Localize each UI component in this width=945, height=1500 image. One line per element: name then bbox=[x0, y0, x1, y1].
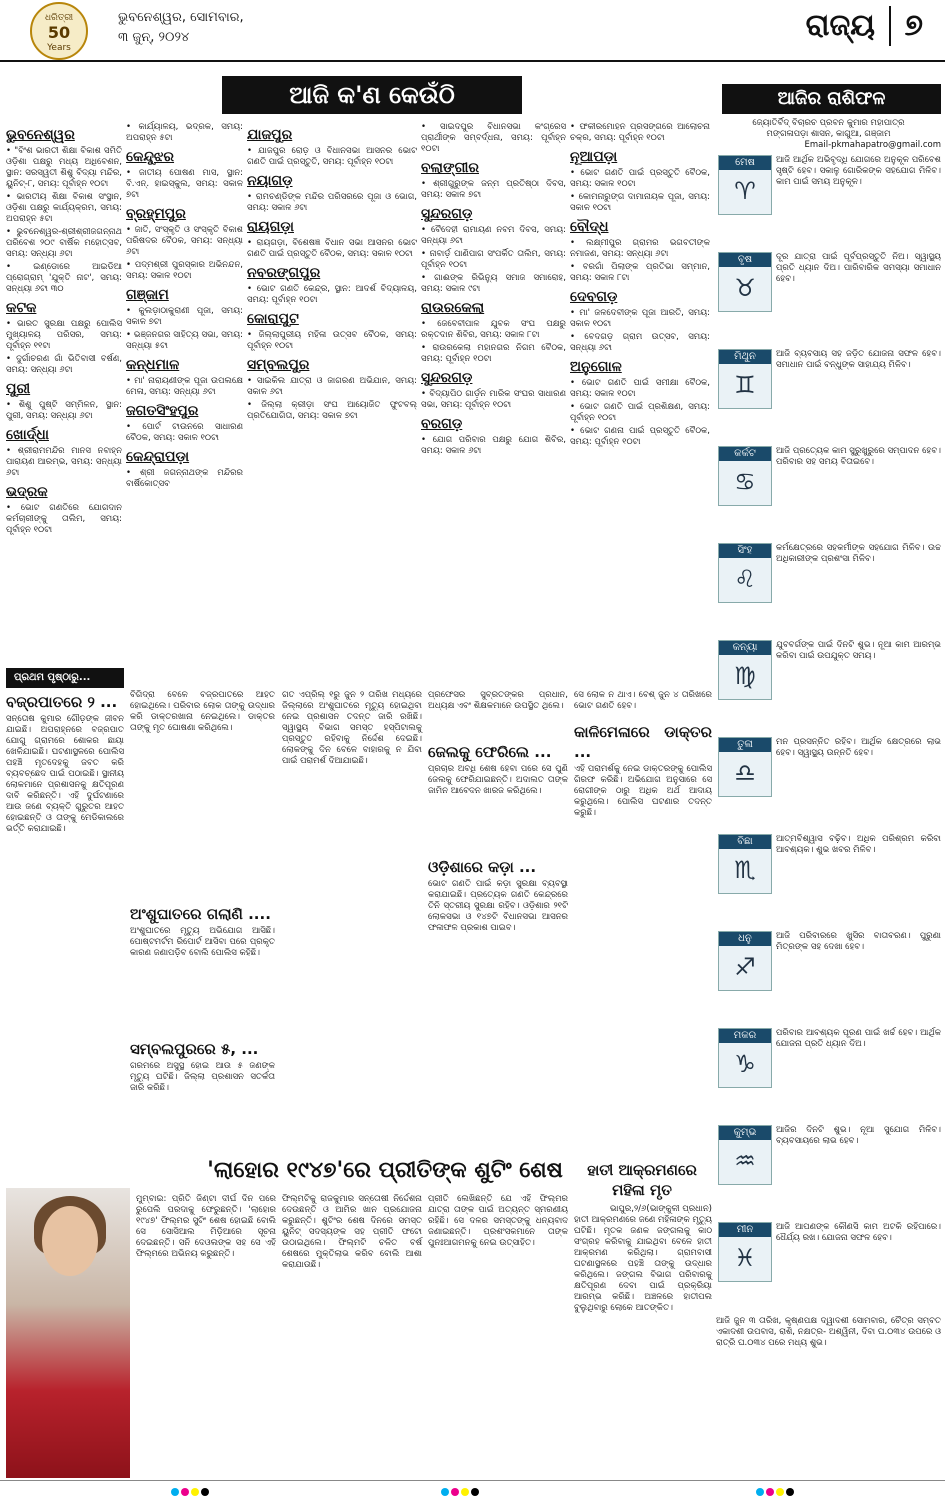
elephant-headline-1: ହାତୀ ଆକ୍ରମଣରେ bbox=[587, 1161, 697, 1179]
district-heading: କଟକ bbox=[6, 300, 37, 316]
event-item: • ଶ୍ରୀଗୁରୁଙ୍କ ଜନ୍ମ ପ୍ରତିଷ୍ଠା ଦିବସ, ସମୟ: ସକାଳ ୭ଟା bbox=[421, 179, 566, 200]
event-item: • ଜେବେବୀପାଳ ଯୁବକ ସଂଘ ପକ୍ଷରୁ ରକ୍ତଦାନ ଶିବିର, ସମୟ: ସକାଳ ୮ଟା bbox=[421, 319, 566, 340]
rashi-entry bbox=[716, 834, 941, 884]
event-item: • ଯୋଗ ପରିବାର ପକ୍ଷରୁ ଯୋଗ ଶିବିର, ସମୟ: ସକାଳ ୬ଟା bbox=[421, 435, 566, 456]
event-item: • ଭାରତୀୟ ଶିକ୍ଷା ବିକାଶ ସଂସ୍ଥାନ, ଓଡ଼ିଶା ପକ୍ଷରୁ କାର୍ଯ୍ୟକ୍ରମ, ସମୟ: ଅପରାହ୍ନ ୫ଟା bbox=[6, 192, 122, 224]
photo-face bbox=[42, 1206, 98, 1276]
rashi-prediction: ଆଜିର ଦିନଟି ଶୁଭ। ନୂଆ ସୁଯୋଗ ମିଳିବ। ବ୍ୟବସାୟରେ ଲାଭ ହେବ। bbox=[776, 1125, 941, 1146]
district-heading: ଯାଜପୁର bbox=[247, 127, 293, 143]
rashi-name: ତୁଳା bbox=[719, 738, 771, 752]
elephant-headline-2: ମହିଳା ମୃତ bbox=[612, 1181, 672, 1199]
event-item: • ବିଦ୍ୟାପିଠ ଗାର୍ଡ଼ନ ମାରିକ ସଂଘର ସାଧାରଣ ସଭା, ସମୟ: ପୂର୍ବାହ୍ନ ୧୦ଟା bbox=[421, 389, 566, 410]
rashi-badge bbox=[718, 640, 772, 700]
rashi-name: ମେଷ bbox=[719, 156, 771, 170]
feature-text-2: ଫିଲ୍ମଟିକୁ ରାଜକୁମାର ସନ୍ତୋଷୀ ନିର୍ଦ୍ଦେଶନା ଦେଉଛନ୍ତି ଓ ଆମିର ଖାନ ପ୍ରଯୋଜନା କରୁଛନ୍ତି। ଶୁଟିଂର ଶେଷ ଦିନରେ ସମସ୍ତ ୟୁନିଟ୍ ସଦସ୍ୟଙ୍କ ସହ ପ୍ରୀତି ଫଟୋ ଉଠାଇଥିଲେ। ଫିଲ୍ମଟି ଚଳିତ ବର୍ଷ ଶେଷରେ ମୁକ୍ତିଲାଭ କରିବ ବୋଲି ଆଶା କରାଯାଉଛି। bbox=[282, 1194, 422, 1270]
section-title: ରାଜ୍ୟ bbox=[805, 8, 875, 43]
district-heading: ଭୁବନେଶ୍ୱର bbox=[6, 127, 75, 143]
rashi-entry bbox=[716, 931, 941, 981]
zodiac-icon: ♍ bbox=[734, 662, 756, 690]
col3-text: ଗତ ଏପ୍ରିଲ୍ ୧ରୁ ଜୁନ ୨ ତାରିଖ ମଧ୍ୟରେ ଜିଲ୍ଲାରେ ଅଂଶୁଘାତରେ ମୃତ୍ୟୁ ହୋଇଥିବା ନେଇ ପ୍ରଶାସନ ତଦନ୍ତ ଜାରି ରଖିଛି। ସ୍ୱାସ୍ଥ୍ୟ ବିଭାଗ ସମସ୍ତ ହସ୍ପିଟାଲକୁ ପ୍ରସ୍ତୁତ ରହିବାକୁ ନିର୍ଦ୍ଦେଶ ଦେଇଛି। ଲୋକଙ୍କୁ ଦିନ ବେଳେ ବାହାରକୁ ନ ଯିବା ପାଇଁ ପରାମର୍ଶ ଦିଆଯାଇଛି। bbox=[282, 690, 422, 766]
rashi-badge bbox=[718, 155, 772, 215]
event-item: • ବୈଦେହୀ ରାମାୟଣ ନବମ ଦିବସ, ସମୟ: ସନ୍ଧ୍ୟା ୬ଟା bbox=[421, 225, 566, 246]
event-item: • "ବିଂଶ ଭାରତୀ ଶିକ୍ଷା ବିକାଶ ସମିତି ଓଡ଼ିଶା ପକ୍ଷରୁ ମଧ୍ୟ ଅଧିବେଶନ, ସ୍ଥାନ: ସରସ୍ୱତୀ ଶିଶୁ ବିଦ୍ୟା ମନ୍ଦିର, ୟୁନିଟ୍-୮, ସମୟ: ପୂର୍ବାହ୍ନ ୧୦ଟା bbox=[6, 146, 122, 189]
rashi-badge bbox=[718, 931, 772, 991]
security-text: ଭୋଟ ଗଣତି ପାଇଁ କଡ଼ା ସୁରକ୍ଷା ବ୍ୟବସ୍ଥା କରାଯାଇଛି। ପ୍ରତ୍ୟେକ ଗଣତି କେନ୍ଦ୍ରରେ ତିନି ସ୍ତରୀୟ ସୁରକ୍ଷା ରହିବ। ଓଡ଼ିଶାର ୨୧ଟି ଲୋକସଭା ଓ ୧୪୭ଟି ବିଧାନସଭା ଆସନର ଫଳାଫଳ ପ୍ରକାଶ ପାଇବ। bbox=[428, 879, 568, 933]
masthead bbox=[0, 0, 945, 62]
event-item: • ଭୋଟ ଗଣତିରେ ଯୋଗଦାନ କର୍ମଚାରୀଙ୍କୁ ତାଲିମ, ସମୟ: ପୂର୍ବାହ୍ନ ୧୦ଟା bbox=[6, 503, 122, 535]
zodiac-icon: ♉ bbox=[734, 274, 756, 302]
event-item: • ମା' ଜଳଦେବୀଙ୍କ ପୂଜା ଆରତି, ସମୟ: ସକାଳ ୧୦ଟା bbox=[570, 308, 710, 329]
rashi-badge bbox=[718, 737, 772, 797]
logo-text: ଧରିତ୍ରୀ bbox=[44, 13, 74, 23]
rashi-name: କର୍କଟ bbox=[719, 447, 771, 461]
rashiphal-column bbox=[716, 84, 941, 1499]
event-item: • ରାମଚଣ୍ଡିଙ୍କ ମନ୍ଦିର ପରିସରରେ ପୂଜା ଓ ଭୋଗ, ସମୟ: ସକାଳ ୬ଟା bbox=[247, 192, 417, 213]
event-item: • ଇଣ୍ଡୋରେ ଆଇଡିଆ ପ୍ରୋଗ୍ରାମ୍ 'ଯୁକ୍ତି ନାଟ', ସମୟ: ସନ୍ଧ୍ୟା ୬ଟା ୩୦ bbox=[6, 262, 122, 294]
jail-text: ପ୍ରଚାର ଅବଧି ଶେଷ ହେବା ପରେ ସେ ପୁଣି ଜେଲକୁ ଫେରିଯାଇଛନ୍ତି। ଅଦାଲତ ତାଙ୍କ ଜାମିନ ଆବେଦନ ଖାରଜ କରିଥିଲେ। bbox=[428, 764, 568, 796]
jail-headline: ଜେଲକୁ ଫେରିଲେ ... bbox=[428, 743, 552, 761]
event-item: • ଯାଜପୁର ରୋଡ଼ ଓ ବିଧାନସଭା ଆସନର ଭୋଟ ଗଣତି ପାଇଁ ପ୍ରସ୍ତୁତି, ସମୟ: ପୂର୍ବାହ୍ନ ୧୦ଟା bbox=[247, 146, 417, 167]
dateline-place: ଭୁବନେଶ୍ୱର, ସୋମବାର, bbox=[118, 10, 244, 25]
logo-years: 50 bbox=[47, 23, 71, 42]
event-item: • ଭୁବନେଶ୍ୱର-ଶ୍ରୀଶ୍ରୀଜଗନ୍ନାଥ ପରିବେଶ ୨୦୯ ବାର୍ଷିକ ମହୋତ୍ସବ, ସମୟ: ସନ୍ଧ୍ୟା ୬ଟା bbox=[6, 227, 122, 259]
feature-col-2 bbox=[282, 1194, 422, 1271]
lower-col-2 bbox=[130, 690, 275, 1094]
district-heading: ଦେବଗଡ଼ bbox=[570, 289, 618, 305]
district-heading: ଖୋର୍ଦ୍ଧା bbox=[6, 427, 49, 443]
event-item: • ଜିଲ୍ଲା କ୍ରୀଡ଼ା ସଂଘ ଆୟୋଜିତ ଫୁଟବଲ୍ ପ୍ରତିଯୋଗିତା, ସମୟ: ସକାଳ ୭ଟା bbox=[247, 400, 417, 421]
district-heading: ନବରଙ୍ଗପୁର bbox=[247, 265, 321, 281]
heatstroke-headline: ଅଂଶୁଘାତରେ ଗଲାଣି .... bbox=[130, 905, 271, 923]
lightning-text: ସନ୍ତୋଷ କୁମାର ଗୌଡ଼ଙ୍କ ଜୀବନ ଯାଇଛି। ଅପରାହ୍ନରେ ବଜ୍ରପାତ ଯୋଗୁ ଗ୍ରାମରେ ଶୋକର ଛାୟା ଖେଳିଯାଇଛି। ଘଟଣାସ୍ଥଳରେ ପୋଲିସ ପହଞ୍ଚି ମୃତଦେହକୁ ଜବତ କରି ବ୍ୟବଚ୍ଛେଦ ପାଇଁ ପଠାଇଛି। ସ୍ଥାନୀୟ ଲୋକମାନେ ପ୍ରଶାସନକୁ କ୍ଷତିପୂରଣ ଦାବି କରିଛନ୍ତି। ଏହି ଦୁର୍ଘଟଣାରେ ଆଉ ଜଣେ ବ୍ୟକ୍ତି ଗୁରୁତର ଆହତ ହୋଇଛନ୍ତି ଓ ତାଙ୍କୁ ମେଡିକାଲରେ ଭର୍ତ୍ତି କରାଯାଇଛି। bbox=[6, 714, 124, 834]
district-heading: ସମ୍ବଲପୁର bbox=[247, 357, 310, 373]
event-item: • ରାଉରକେଲା ମହାନଗର ନିଗମ ବୈଠକ, ସମୟ: ପୂର୍ବାହ୍ନ ୧୦ଟା bbox=[421, 343, 566, 364]
rashi-prediction: ଆଜି ପରିବାରରେ ଖୁସିର ବାତାବରଣ। ପୁରୁଣା ମିତ୍ରଙ୍କ ସହ ଦେଖା ହେବ। bbox=[776, 931, 941, 952]
district-heading: ପୁରୀ bbox=[6, 381, 31, 397]
rashi-prediction: ଆଜି ଆପଣଙ୍କ କୌଣସି କାମ ଅଟକି ରହିପାରେ। ଧୈର୍ଯ୍ୟ ରଖ। ଯୋଜନା ସଫଳ ହେବ। bbox=[776, 1222, 941, 1243]
event-item: • ଦୁର୍ଗାଚରଣ ଗାଁ ଭିତିବାସୀ ବର୍ଷଣ, ସମୟ: ସନ୍ଧ୍ୟା ୬ଟା bbox=[6, 354, 122, 375]
registration-dots-3 bbox=[755, 1481, 795, 1500]
event-item: • ବରଗାଁ ପିଲାଙ୍କ ପ୍ରତିଭା ସମ୍ମାନ, ସମୟ: ସକାଳ ୮ଟା bbox=[570, 262, 710, 283]
district-heading: କନ୍ଧମାଳ bbox=[126, 357, 180, 373]
feature-text-3: ପ୍ରୀତି ଲେଖିଛନ୍ତି ଯେ ଏହି ଫିଲ୍ମର ଯାତ୍ରା ତାଙ୍କ ପାଇଁ ଅତ୍ୟନ୍ତ ସ୍ମରଣୀୟ ରହିଛି। ସେ ଦଳର ସମସ୍ତଙ୍କୁ ଧନ୍ୟବାଦ ଜଣାଇଛନ୍ତି। ପ୍ରଶଂସକମାନେ ତାଙ୍କ ପୁନଃଆଗମନକୁ ନେଇ ଉତ୍ସାହିତ। bbox=[428, 1194, 568, 1248]
rashi-prediction: ଆଜି ଆର୍ଥିକ ଅଭିବୃଦ୍ଧି ଯୋଗରେ ଅନୁକୂଳ ପରିବେଶ ସୃଷ୍ଟି ହେବ। ସକାଳୁ ଗୋରିକଙ୍କ ସହଯୋଗ ମିଳିବ। କାମ ପାଇଁ ସମୟ ଅନୁକୂଳ। bbox=[776, 155, 941, 187]
front-page-continued: ପ୍ରଥମ ପୃଷ୍ଠାରୁ... bbox=[6, 668, 124, 688]
lightning-headline: ବଜ୍ରପାତରେ ୨ ... bbox=[6, 693, 118, 711]
district-heading: କେନ୍ଦ୍ରାପଡ଼ା bbox=[126, 449, 190, 465]
col2-text: ବିଗିଦ୍ରା ବେଳେ ବଜ୍ରପାତରେ ଆହତ ହୋଇଥିଲେ। ପରିବାର ଲୋକ ତାଙ୍କୁ ଉଦ୍ଧାର କରି ଡାକ୍ତରଖାନା ନେଇଥିଲେ। ଡାକ୍ତର ତାଙ୍କୁ ମୃତ ଘୋଷଣା କରିଥିଲେ। bbox=[130, 690, 275, 733]
zodiac-icon: ♐ bbox=[734, 953, 756, 981]
rashi-prediction: କର୍ମକ୍ଷେତ୍ରରେ ସହକର୍ମୀଙ୍କ ସହଯୋଗ ମିଳିବ। ଉଚ୍ଚ ଅଧିକାରୀଙ୍କ ପ୍ରଶଂସା ମିଳିବ। bbox=[776, 543, 941, 564]
rashi-entry bbox=[716, 349, 941, 399]
rashi-badge bbox=[718, 252, 772, 312]
elephant-dateline: ଭାପୁର,୨/୬(ଭାଙ୍କୁଳୀ ପ୍ରଧାନ) bbox=[609, 1204, 712, 1214]
rashi-entry bbox=[716, 1222, 941, 1272]
feature-col-3 bbox=[428, 1194, 568, 1249]
rashi-entry bbox=[716, 252, 941, 302]
rashi-prediction: ଦୂର ଯାତ୍ରା ପାଇଁ ପୂର୍ବପ୍ରସ୍ତୁତି ନିଅ। ସ୍ୱାସ୍ଥ୍ୟ ପ୍ରତି ଧ୍ୟାନ ଦିଅ। ପାରିବାରିକ ସମସ୍ୟା ସମାଧାନ ହେବ। bbox=[776, 252, 941, 284]
rashi-name: ବୃଷ bbox=[719, 253, 771, 267]
event-item: • ସାଇଦପୁର ବିଧାନସଭା କଂଗ୍ରେସ ପ୍ରାର୍ଥୀଙ୍କ ସମ୍ବର୍ଦ୍ଧନା, ସମୟ: ପୂର୍ବାହ୍ନ ୧୦ଟା bbox=[421, 122, 566, 154]
rashi-name: ମକର bbox=[719, 1029, 771, 1043]
event-item: • ଶ୍ରୀ ଜଗନ୍ନାଥଙ୍କ ମନ୍ଦିରର ବାର୍ଷିକୋତ୍ସବ bbox=[126, 468, 243, 489]
newspaper-logo bbox=[30, 2, 88, 60]
event-item: • ଭଞ୍ଜନଗର ସାହିତ୍ୟ ସଭା, ସମୟ: ସନ୍ଧ୍ୟା ୫ଟା bbox=[126, 330, 243, 351]
district-heading: କୋରାପୁଟ bbox=[247, 311, 299, 327]
registration-dots-1 bbox=[170, 1481, 210, 1500]
district-heading: ରାୟଗଡ଼ା bbox=[247, 219, 294, 235]
event-item: • ଭୋଟ ଗଣତି ପାଇଁ ପ୍ରଶିକ୍ଷଣ, ସମୟ: ପୂର୍ବାହ୍ନ ୧୦ଟା bbox=[570, 402, 710, 423]
event-item: • ପୋର୍ଟ ଟାଉନରେ ସାଧାରଣ ବୈଠକ, ସମୟ: ସକାଳ ୧୦ଟା bbox=[126, 422, 243, 443]
author-email: Email-pkmahapatro@gmail.com bbox=[804, 140, 941, 150]
district-heading: ଗଞ୍ଜାମ bbox=[126, 287, 169, 303]
rashi-badge bbox=[718, 543, 772, 603]
event-item: • ବେଦଗଡ଼ ଗ୍ରାମ ଉତ୍ସବ, ସମୟ: ସନ୍ଧ୍ୟା ୬ଟା bbox=[570, 332, 710, 353]
event-item: • ଭୋଟ ଗଣତି ପାଇଁ ସମୀକ୍ଷା ବୈଠକ, ସମୟ: ସକାଳ ୧୦ଟା bbox=[570, 378, 710, 399]
rashi-badge bbox=[718, 834, 772, 894]
rashi-name: ମୀନ bbox=[719, 1223, 771, 1237]
event-item: • ଭୋଟ ଗଣତି ପାଇଁ ପ୍ରସ୍ତୁତି ବୈଠକ, ସମୟ: ସକାଳ ୧୦ଟା bbox=[570, 168, 710, 189]
registration-dots-2 bbox=[440, 1481, 480, 1500]
rashi-entry bbox=[716, 446, 941, 496]
rashi-prediction: ପରିବାର ଆବଶ୍ୟକ ପୂରଣ ପାଇଁ ଖର୍ଚ୍ଚ ହେବ। ଆର୍ଥିକ ଯୋଜନା ପ୍ରତି ଧ୍ୟାନ ଦିଅ। bbox=[776, 1028, 941, 1049]
event-item: • ଲକ୍ଷ୍ମୀପୁର ଗ୍ରାମର ଭଗବତୀଙ୍କ ନମାଜଣ, ସମୟ: ସନ୍ଧ୍ୟା ୬ଟା bbox=[570, 238, 710, 259]
feature-col-1 bbox=[136, 1194, 276, 1260]
event-item: • ଜାତୀୟ ପୋଷଣ ମାସ, ସ୍ଥାନ: ବି.ଏନ୍. ହାଇସ୍କୁଲ, ସମୟ: ସକାଳ ୭ଟା bbox=[126, 168, 243, 200]
rashi-name: ସିଂହ bbox=[719, 544, 771, 558]
district-heading: କେନ୍ଦୁଝର bbox=[126, 149, 175, 165]
rashiphal-title: ଆଜିର ରାଶିଫଳ bbox=[722, 84, 941, 114]
event-item: • ଶ୍ରୀରାମମନ୍ଦିର ମାନସ ନବାହ୍ନ ପାରାୟଣ ଆରମ୍ଭ, ସମୟ: ସନ୍ଧ୍ୟା ୬ଟା bbox=[6, 446, 122, 478]
author-address: ମଙ୍ଗଳାପଡ଼ା ଶାସନ, କାଗୁଆ, ଗଞ୍ଜାମ bbox=[766, 129, 891, 139]
rashi-prediction: ଆଜି ବ୍ୟବସାୟ ସହ ଜଡ଼ିତ ଯୋଜନା ସଫଳ ହେବ। ସମାଧାନ ପାଇଁ ବନ୍ଧୁଙ୍କ ସାହାଯ୍ୟ ମିଳିବ। bbox=[776, 349, 941, 370]
rashi-badge bbox=[718, 1222, 772, 1282]
event-item: • ଜାତି, ସଂସ୍କୃତି ଓ ସଂସ୍କୃତି ବିକାଶ ପରିଷଦର ବୈଠକ, ସମୟ: ସନ୍ଧ୍ୟା ୬ଟା bbox=[126, 225, 243, 257]
zodiac-icon: ♋ bbox=[734, 468, 756, 496]
event-item: • ଶିଶୁ ପୁଷ୍ଟି ସମ୍ମିଳନ, ସ୍ଥାନ: ପୁରୀ, ସମୟ: ସନ୍ଧ୍ୟା ୬ଟା bbox=[6, 400, 122, 421]
events-banner: ଆଜି କ'ଣ କେଉଁଠି bbox=[222, 76, 522, 114]
zodiac-icon: ♈ bbox=[734, 177, 756, 205]
events-col-4 bbox=[421, 122, 566, 459]
event-item: • ଭାରତ ସୁରକ୍ଷା ପକ୍ଷରୁ ପୋଲିସ ମୁଖ୍ୟାଳୟ ପରିସର, ସମୟ: ପୂର୍ବାହ୍ନ ୧୧ଟା bbox=[6, 319, 122, 351]
actress-photo bbox=[6, 1188, 130, 1478]
print-registration-strip bbox=[0, 1480, 945, 1497]
district-heading: ଭଦ୍ରକ bbox=[6, 484, 48, 500]
events-col-2 bbox=[126, 122, 243, 492]
event-item: • ନାବାର୍ଡ଼ ପାଣିପାଗ ସଂପର୍କିତ ତାଲିମ, ସମୟ: ପୂର୍ବାହ୍ନ ୧୦ଟା bbox=[421, 249, 566, 270]
district-heading: ଜଗତସିଂହପୁର bbox=[126, 403, 199, 419]
rashi-entry bbox=[716, 737, 941, 787]
rashi-prediction: ଆତ୍ମବିଶ୍ୱାସ ବଢ଼ିବ। ଅଧିକ ପରିଶ୍ରମ କରିବା ଆବଶ୍ୟକ। ଶୁଭ ଖବର ମିଳିବ। bbox=[776, 834, 941, 855]
elephant-headline bbox=[572, 1160, 712, 1200]
rashi-prediction: ଯୁବବର୍ଗଙ୍କ ପାଇଁ ଦିନଟି ଶୁଭ। ନୂଆ କାମ ଆରମ୍ଭ କରିବା ପାଇଁ ଉପଯୁକ୍ତ ସମୟ। bbox=[776, 640, 941, 661]
event-item: • ସାଇକିଲ ଯାତ୍ରା ଓ ଜାଗରଣ ଅଭିଯାନ, ସମୟ: ସକାଳ ୬ଟା bbox=[247, 376, 417, 397]
rashi-entry bbox=[716, 1125, 941, 1175]
rashi-entry bbox=[716, 1028, 941, 1078]
district-heading: ବ୍ରହ୍ମପୁର bbox=[126, 206, 186, 222]
rashi-badge bbox=[718, 1125, 772, 1185]
event-item: • କାର୍ଯ୍ୟାଳୟ, ଭଦ୍ରକ, ସମୟ: ଅପରାହ୍ନ ୫ଟା bbox=[126, 122, 243, 143]
events-col-1 bbox=[6, 122, 122, 538]
event-item: • ଭୋଟ ଗଣନା ପାଇଁ ପ୍ରସ୍ତୁତି ବୈଠକ, ସମୟ: ପୂର୍ବାହ୍ନ ୧୦ଟା bbox=[570, 426, 710, 447]
logo-sub: Years bbox=[47, 43, 71, 53]
rashi-badge bbox=[718, 446, 772, 506]
doctor-text: ଏହି ପରାମର୍ଶକୁ ନେଇ ଡାକ୍ତରଙ୍କୁ ପୋଲିସ ଗିରଫ କରିଛି। ଅଭିଯୋଗ ଅନୁସାରେ ସେ ରୋଗୀଙ୍କ ଠାରୁ ଅଧିକ ଅର୍ଥ ଆଦାୟ କରୁଥିଲେ। ପୋଲିସ ଘଟଣାର ତଦନ୍ତ କରୁଛି। bbox=[574, 764, 712, 818]
event-item: • ରାୟଗଡ଼ା, ବିଶେଷଜ୍ଞ ବିଧାନ ସଭା ଆସନର ଭୋଟ ଗଣତି ପାଇଁ ପ୍ରସ୍ତୁତି ବୈଠକ, ସମୟ: ସକାଳ ୧୦ଟା bbox=[247, 238, 417, 259]
dateline bbox=[118, 8, 244, 48]
rashi-badge bbox=[718, 349, 772, 409]
district-heading: ରାଉରକେଲା bbox=[421, 300, 485, 316]
event-item: • କୁଲଡ଼ାଠାକୁରାଣୀ ପୂଜା, ସମୟ: ସକାଳ ୭ଟା bbox=[126, 306, 243, 327]
zodiac-icon: ♓ bbox=[734, 1244, 756, 1272]
sambalpur-headline: ସମ୍ବଲପୁରରେ ୫, ... bbox=[130, 1040, 259, 1058]
event-item: • କୋମନାରୁଙ୍ଗ ଦାମାନାୟକ ପୂଜା, ସମୟ: ସକାଳ ୧୦ଟା bbox=[570, 192, 710, 213]
event-item: • ମା' ନାରାୟଣୀଙ୍କ ପୂଜା ଉପଲକ୍ଷେ ମେଳା, ସମୟ: ସନ୍ଧ୍ୟା ୬ଟା bbox=[126, 376, 243, 397]
lower-col-3 bbox=[282, 690, 422, 767]
lower-col-5 bbox=[574, 690, 712, 819]
district-heading: ସୁନ୍ଦରଗଡ଼ bbox=[421, 370, 473, 386]
lower-col-4 bbox=[428, 690, 568, 934]
event-item: • ଜିଲ୍ଲାପୁରୀୟ ମହିଳା ଉତ୍ସବ ବୈଠକ, ସମୟ: ପୂର୍ବାହ୍ନ ୧୦ଟା bbox=[247, 330, 417, 351]
rashi-list bbox=[716, 155, 941, 1272]
feature-text-1: ମୁମ୍ବାଇ: ପ୍ରିତି ଜିଣ୍ଟା ଦୀର୍ଘ ଦିନ ପରେ ରୁପେଲି ପରଦାକୁ ଫେରୁଛନ୍ତି। 'ଲାହୋର ୧୯୪୭' ଫିଲ୍ମର ସୁଟିଂ ଶେଷ ହୋଇଛି ବୋଲି ସେ ସୋସିଆଲ ମିଡ଼ିଆରେ ସୂଚନା ଦେଇଛନ୍ତି। ସନି ଦେଓଲଙ୍କ ସହ ସେ ଏହି ଫିଲ୍ମରେ ଅଭିନୟ କରୁଛନ୍ତି। bbox=[136, 1194, 276, 1259]
district-heading: ବଲାଙ୍ଗୀର bbox=[421, 160, 479, 176]
event-item: • ପଦ୍ମଶ୍ରୀ ପୁରସ୍କାର ଅଭିନନ୍ଦନ, ସମୟ: ସକାଳ ୧୦ଟା bbox=[126, 260, 243, 281]
district-heading: ନୂଆପଡ଼ା bbox=[570, 149, 618, 165]
zodiac-icon: ♑ bbox=[734, 1050, 756, 1078]
rashi-badge bbox=[718, 1028, 772, 1088]
event-item: • ଭୋଟ ଗଣତି କେନ୍ଦ୍ର, ସ୍ଥାନ: ଆଦର୍ଶ ବିଦ୍ୟାଳୟ, ସମୟ: ପୂର୍ବାହ୍ନ ୧୦ଟା bbox=[247, 284, 417, 305]
event-item: • ଫକୀରମୋହନ ପ୍ରସଙ୍ଗରେ ଆଲୋଚନା ଚକ୍ର, ସମୟ: ପୂର୍ବାହ୍ନ ୧୦ଟା bbox=[570, 122, 710, 143]
preity-headline: 'ଲାହୋର ୧୯୪୭'ରେ ପ୍ରୀତିଙ୍କ ଶୁଟିଂ ଶେଷ bbox=[207, 1158, 563, 1183]
rashi-name: କନ୍ୟା bbox=[719, 641, 771, 655]
rashi-prediction: ମନ ପ୍ରସନ୍ନିତ ରହିବ। ଆର୍ଥିକ କ୍ଷେତ୍ରରେ ଲାଭ ହେବ। ସ୍ୱାସ୍ଥ୍ୟ ଉନ୍ନତି ହେବ। bbox=[776, 737, 941, 758]
district-heading: ସୁନ୍ଦରଗଡ଼ bbox=[421, 206, 473, 222]
rashiphal-author bbox=[716, 118, 941, 151]
zodiac-icon: ♒ bbox=[734, 1147, 756, 1175]
rashi-name: କୁମ୍ଭ bbox=[719, 1126, 771, 1140]
heatstroke-text: ଅଂଶୁଘାତରେ ମୃତ୍ୟୁ ଅଭିଯୋଗ ଆସିଛି। ପୋଷ୍ଟମର୍ଟମ ରିପୋର୍ଟ ଆସିବା ପରେ ପ୍ରକୃତ କାରଣ ଜଣାପଡ଼ିବ ବୋଲି ପୋଲିସ କହିଛି। bbox=[130, 926, 275, 958]
zodiac-icon: ♏ bbox=[734, 856, 756, 884]
rashi-entry bbox=[716, 543, 941, 593]
events-col-3 bbox=[247, 122, 417, 424]
rashi-entry bbox=[716, 155, 941, 205]
rashi-prediction: ଆଜି ପ୍ରତ୍ୟେକ କାମ ସୁରୁଖୁରୁରେ ସମ୍ପାଦନ ହେବ। ପରିବାର ସହ ସମୟ ବିତାଇବେ। bbox=[776, 446, 941, 467]
rashi-entry bbox=[716, 640, 941, 690]
district-heading: ବୌଦ୍ଧ bbox=[570, 219, 609, 235]
rashi-name: ଧନୁ bbox=[719, 932, 771, 946]
sambalpur-text: ଗରମରେ ଅସୁସ୍ଥ ହୋଇ ଆଉ ୫ ଜଣଙ୍କ ମୃତ୍ୟୁ ଘଟିଛି। ଜିଲ୍ଲା ପ୍ରଶାସନ ସତର୍କତା ଜାରି କରିଛି। bbox=[130, 1061, 275, 1093]
page-number: ୭ bbox=[889, 6, 923, 46]
zodiac-icon: ♊ bbox=[734, 371, 756, 399]
elephant-story bbox=[574, 1204, 712, 1314]
dateline-date: ୩ ଜୁନ୍, ୨୦୨୪ bbox=[118, 30, 190, 45]
events-col-5 bbox=[570, 122, 710, 450]
lower-col-1 bbox=[6, 690, 124, 835]
col5-text: ସେ ଲୋକ ନ ଥାଏ। ବେଶ୍ ଜୁନ ୪ ତାରିଖରେ ଭୋଟ ଗଣତି ହେବ। bbox=[574, 690, 712, 711]
rashi-name: ମିଥୁନ bbox=[719, 350, 771, 364]
author-name: ଜ୍ୟୋତିର୍ବିଦ୍ ବିଚାରଚ ପ୍ରବନ କୁମାର ମହାପାତ୍ର bbox=[752, 118, 905, 128]
district-heading: ନୟାଗଡ଼ bbox=[247, 173, 293, 189]
district-heading: ବରଗଡ଼ bbox=[421, 416, 463, 432]
rashi-name: ବିଛା bbox=[719, 835, 771, 849]
elephant-text: ହାତୀ ଆକ୍ରମଣରେ ଜଣେ ମହିଳାଙ୍କ ମୃତ୍ୟୁ ଘଟିଛି। ମୃତକ ଜଣକ ଜଙ୍ଗଲକୁ କାଠ ସଂଗ୍ରହ କରିବାକୁ ଯାଇଥିବା ବେଳେ ହାତୀ ଆକ୍ରମଣ କରିଥିଲା। ଗ୍ରାମବାସୀ ଘଟଣାସ୍ଥଳରେ ପହଞ୍ଚି ତାଙ୍କୁ ଉଦ୍ଧାର କରିଥିଲେ। ଜଙ୍ଗଲ ବିଭାଗ ପରିବାରକୁ କ୍ଷତିପୂରଣ ଦେବା ପାଇଁ ପ୍ରକ୍ରିୟା ଆରମ୍ଭ କରିଛି। ଅଞ୍ଚଳରେ ହାତୀପଲ ବୁଲୁଥିବାରୁ ଲୋକେ ଆତଙ୍କିତ। bbox=[574, 1215, 712, 1313]
panjika-note: ଆଜି ଜୁନ ୩ ତାରିଖ, କୃଷ୍ଣପକ୍ଷ ଦ୍ୱାଦଶୀ ସୋମବାର, ଚୈତ୍ର ସମ୍ବତ ଏକାଦଶୀ ଉପବାସ, ରାଶି, ନକ୍ଷତ୍ର- ଅଶ୍ୱିନୀ, ଦିବା ଘ.୦୩୪ ଉପରେ ଓ ରାତ୍ରି ଘ.୦୩୪ ପରେ ମଧ୍ୟ ଶୁଭ। bbox=[716, 1316, 941, 1348]
col4-text: ପ୍ରଫେସର ସୁବ୍ରତଙ୍କର ପ୍ରଧାନ, ଅଧ୍ୟକ୍ଷ ଏବଂ ଶିକ୍ଷକମାନେ ଉପସ୍ଥିତ ଥିଲେ। bbox=[428, 690, 568, 711]
doctor-headline: କାଳିମେଳାରେ ଡାକ୍ତର ... bbox=[574, 723, 712, 761]
zodiac-icon: ♎ bbox=[734, 759, 756, 787]
security-headline: ଓଡ଼ିଶାରେ କଡ଼ା ... bbox=[428, 858, 537, 876]
event-item: • ଗାଈଙ୍କ ରିଭିନ୍ୟୁ ସମାଜ ସମାରୋହ, ସମୟ: ସକାଳ ୯ଟା bbox=[421, 273, 566, 294]
zodiac-icon: ♌ bbox=[734, 565, 756, 593]
district-heading: ଅନୁଗୋଳ bbox=[570, 359, 622, 375]
